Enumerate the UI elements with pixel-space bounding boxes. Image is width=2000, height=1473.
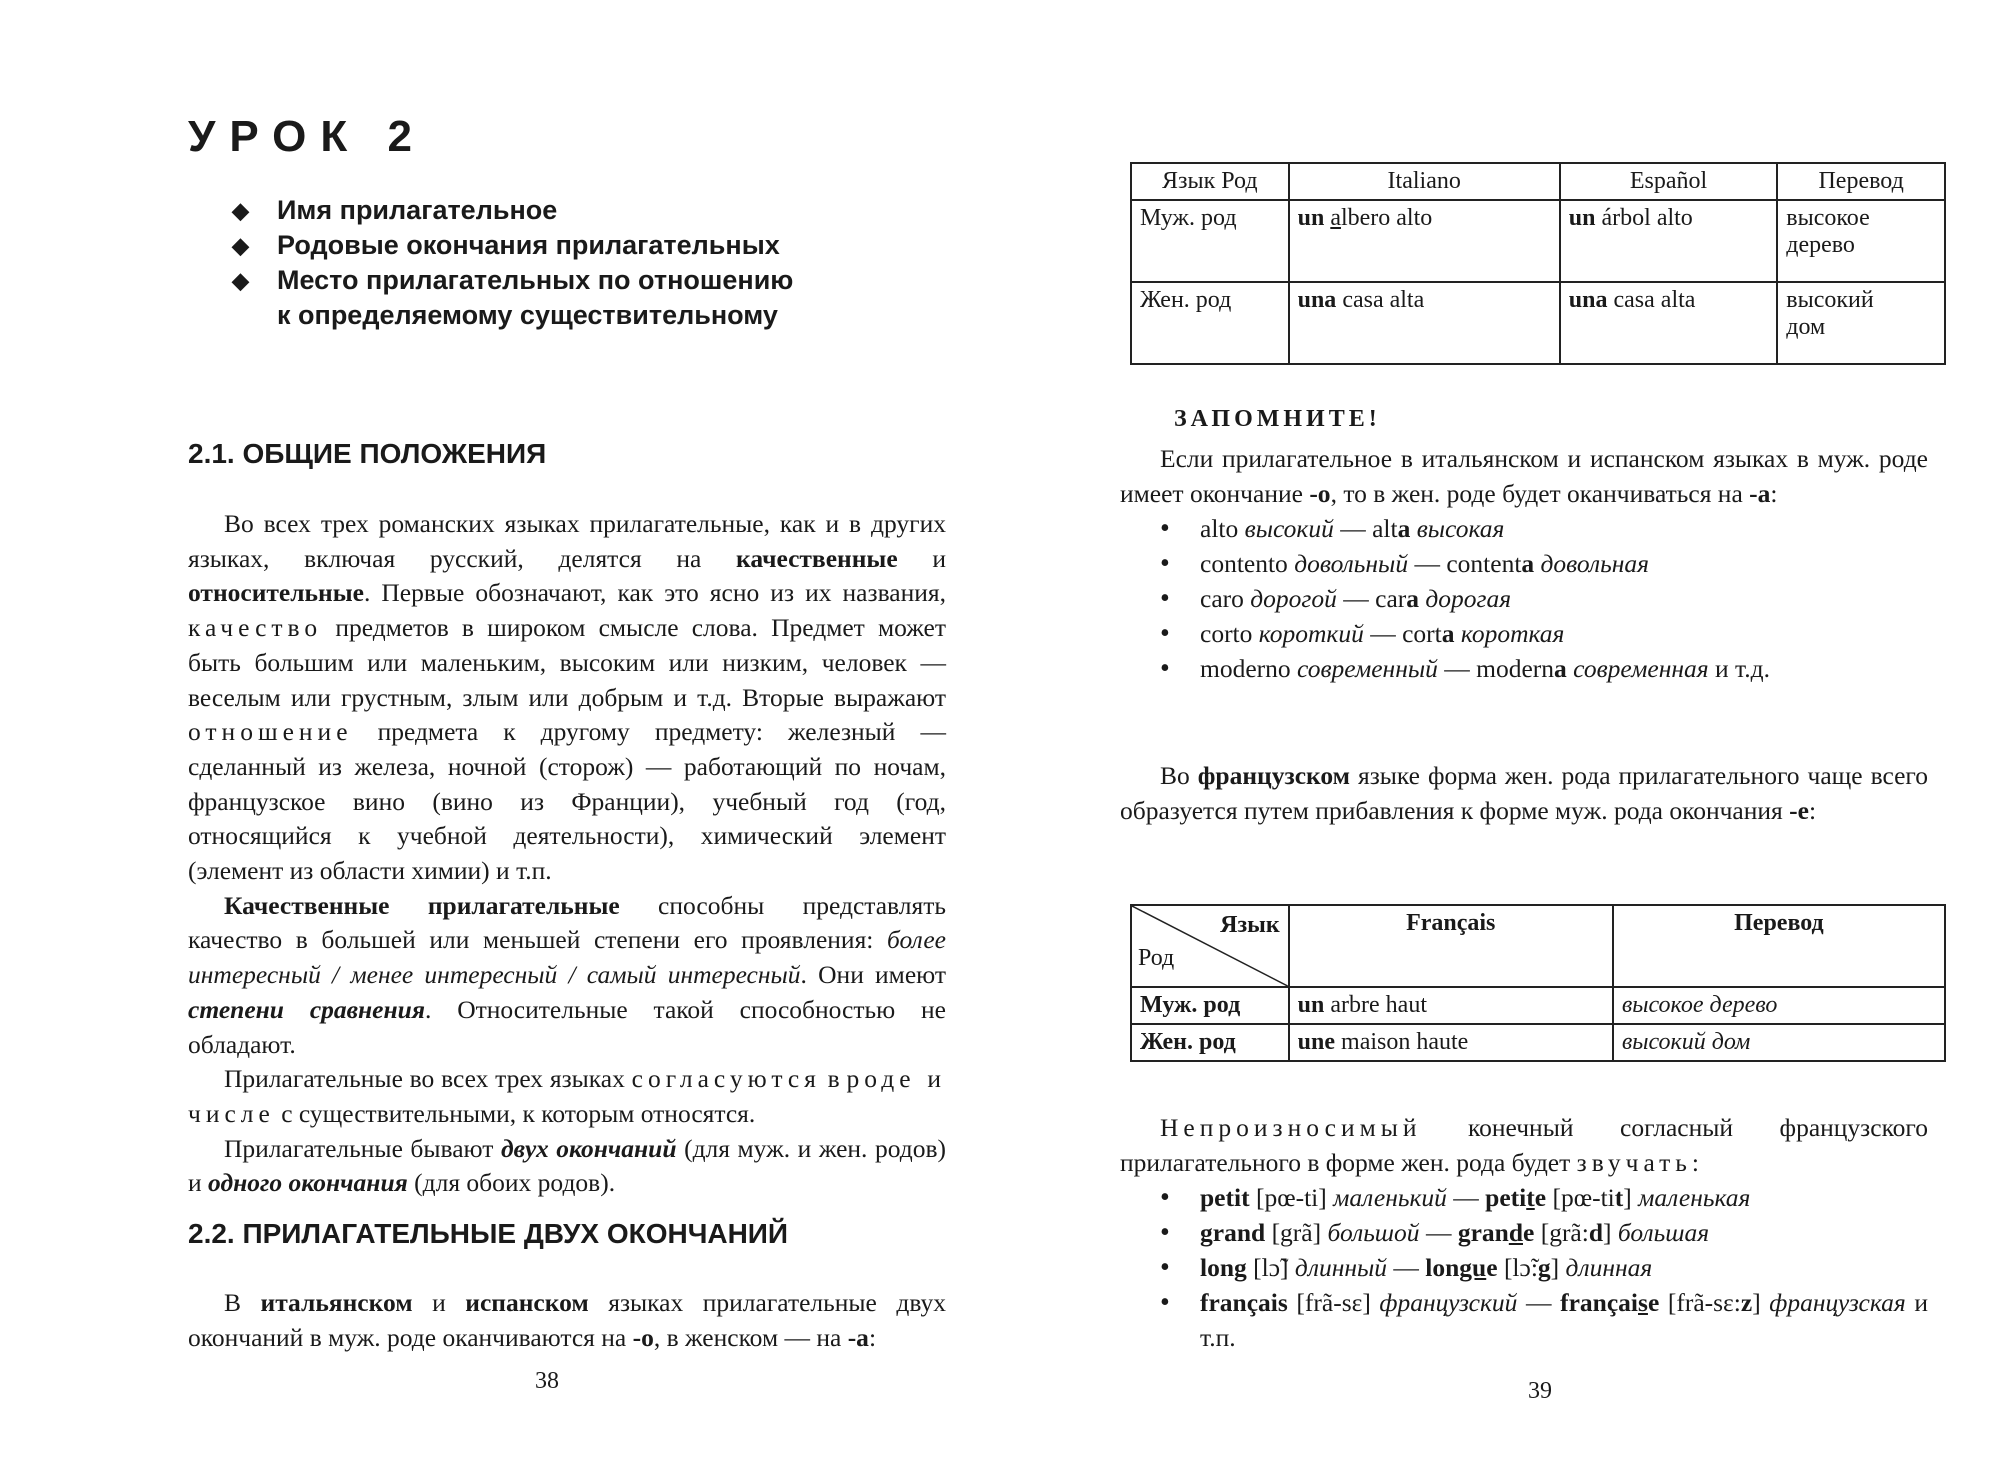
section-2-1-body [188,507,946,1201]
topic-item: ◆ Родовые окончания прилагательных [232,228,793,263]
table-row: Муж. род un albero alto un árbol alto высокое дерево [1131,200,1945,282]
example-list [1120,511,1928,686]
topic-item: ◆ Место прилагательных по отношению к определяемому существительному [232,265,794,330]
paragraph: Непроизносимый конечный согласный французского прилагательного в форме жен. рода будет звучать: [1120,1113,1928,1177]
paragraph: Во французском языке форма жен. рода прилагательного чаще всего образуется путем прибавления к форме муж. рода окончания -е: [1120,761,1928,825]
adjective-table-it-es [1130,162,1946,365]
table-header-row [1131,905,1945,987]
list-item: • corto короткий — corta короткая [1160,616,1928,651]
list-item: • long [lɔ̃] длинный — longue [lɔ̃:g] длинная [1160,1250,1928,1285]
list-item: • petit [pœ-ti] маленький — petite [pœ-tit] маленькая [1160,1180,1928,1215]
lesson-title: УРОК 2 [188,112,426,161]
lesson-topics [232,193,793,333]
diamond-bullet-icon: ◆ [232,198,249,223]
diamond-bullet-icon: ◆ [232,233,249,258]
column-header: Español [1560,163,1777,200]
adjective-table-fr [1130,904,1946,1062]
section-heading-2-2: 2.2. ПРИЛАГАТЕЛЬНЫЕ ДВУХ ОКОНЧАНИЙ [188,1218,789,1249]
french-intro [1120,758,1928,828]
table-row: Муж. род un arbre haut высокое дерево [1131,987,1945,1024]
section-2-2-body [188,1286,946,1355]
topic-item: ◆ Имя прилагательное [232,193,793,228]
column-header: Перевод [1777,163,1945,200]
list-item: • grand [grã] большой — grande [grã:d] большая [1160,1215,1928,1250]
corner-header-cell: Язык Род [1131,905,1289,987]
table-header-row [1131,163,1945,200]
column-header: Язык Род [1131,163,1289,200]
paragraph: Прилагательные бывают двух окончаний (для муж. и жен. родов) и одного окончания (для обоих родов). [188,1133,946,1198]
paragraph: В итальянском и испанском языках прилагательные двух окончаний в муж. роде оканчиваются на -о, в женском — на -а: [188,1288,946,1352]
list-item: • moderno современный — moderna современная и т.д. [1160,651,1928,686]
list-item: • contento довольный — contenta довольная [1160,546,1928,581]
column-header: Français [1289,905,1613,987]
paragraph: Качественные прилагательные способны представлять качество в большей или меньшей степени его проявления: более интересный / менее интересный / самый интересный. Они имеют степени сравнения. Относительные такой способностью не обладают. [188,890,946,1059]
pronunciation-block [1120,1110,1928,1355]
paragraph: Во всех трех романских языках прилагательные, как и в других языках, включая русский, делятся на качественные и относительные. Первые обозначают, как это ясно из их названия, качество предметов в широком смысле слова. Предмет может быть большим или маленьким, высоким или низким, человек — веселым или грустным, злым или добрым и т.д. Вторые выражают отношение предмета к другому предмету: железный — сделанный из железа, ночной (сторож) — работающий по ночам, французское вино (вино из Франции), учебный год (год, относящийся к учебной деятельности), химический элемент (элемент из области химии) и т.п. [188,509,946,886]
column-header: Перевод [1613,905,1945,987]
remember-block [1120,402,1928,686]
table-row: Жен. род una casa alta una casa alta высокий дом [1131,282,1945,364]
remember-title: ЗАПОМНИТЕ! [1174,406,1381,432]
page-number: 39 [1528,1378,1552,1404]
list-item: • alto высокий — alta высокая [1160,511,1928,546]
list-item: • français [frã-sɛ] французский — française [frã-sɛ:z] французская и т.п. [1160,1285,1928,1355]
diagonal-divider [1132,906,1288,986]
phonetics-list [1120,1180,1928,1355]
page-number: 38 [535,1368,559,1394]
diamond-bullet-icon: ◆ [232,268,249,293]
table-row: Жен. род une maison haute высокий дом [1131,1024,1945,1061]
section-heading-2-1: 2.1. ОБЩИЕ ПОЛОЖЕНИЯ [188,438,547,469]
paragraph: Если прилагательное в итальянском и испанском языках в муж. роде имеет окончание -о, то в жен. роде будет оканчиваться на -а: [1120,444,1928,508]
column-header: Italiano [1289,163,1560,200]
list-item: • caro дорогой — cara дорогая [1160,581,1928,616]
paragraph: Прилагательные во всех трех языках согласуются в роде и числе с существительными, к которым относятся. [188,1064,946,1128]
